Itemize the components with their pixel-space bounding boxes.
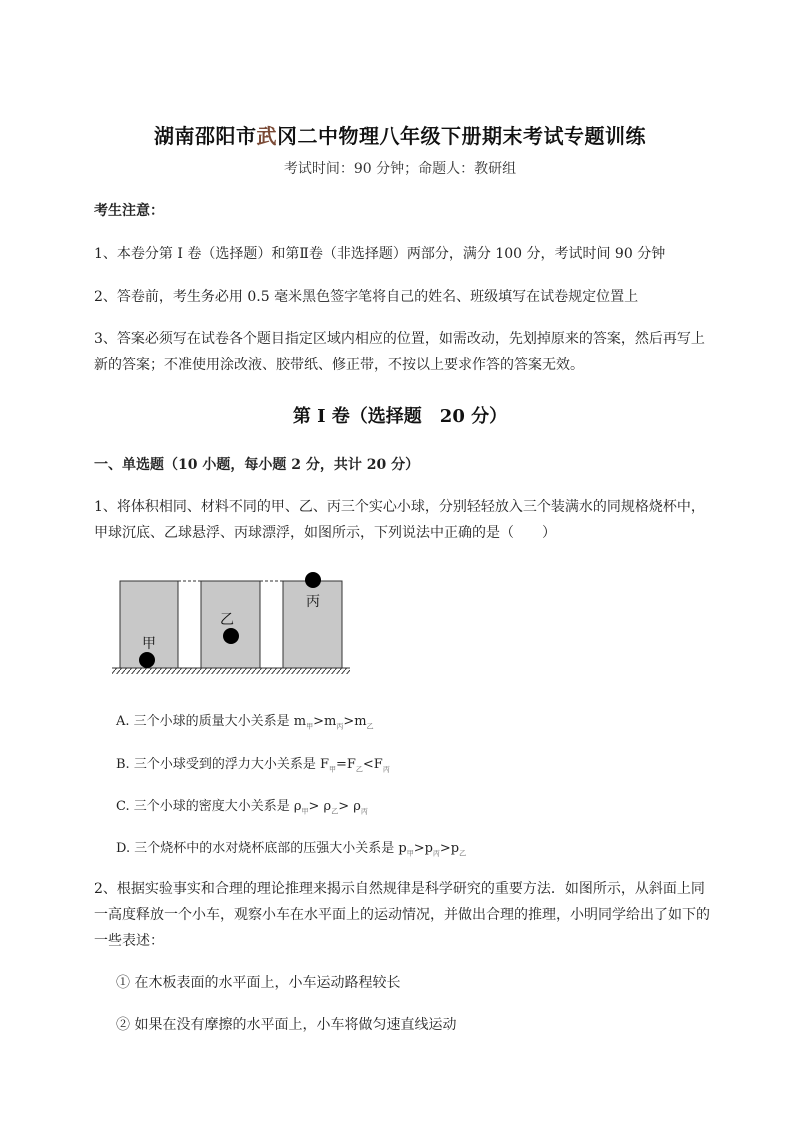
table-hatch bbox=[112, 668, 350, 674]
part-heading: 一、单选题（10 小题，每小题 2 分，共计 20 分） bbox=[94, 457, 420, 473]
notice-item-1: 1、本卷分第 I 卷（选择题）和第Ⅱ卷（非选择题）两部分，满分 100 分，考试时间 90 分钟 bbox=[94, 246, 666, 262]
option-b[interactable]: B. 三个小球受到的浮力大小关系是 $F_甲=F_乙<F_丙$ bbox=[116, 757, 390, 774]
option-c[interactable]: C. 三个小球的密度大小关系是 $\rho_甲> \rho_乙> \rho_丙$ bbox=[116, 799, 368, 816]
question-2-stem: 2、根据实验事实和合理的理论推理来揭示自然规律是科学研究的重要方法．如图所示，从斜面上同一高度释放一个小车，观察小车在水平面上的运动情况，并做出合理的推理，小明同学给出了如下的一些表述： bbox=[94, 881, 710, 949]
notice-heading: 考生注意： bbox=[94, 203, 164, 219]
page-title: 湖南邵阳市武冈二中物理八年级下册期末考试专题训练 bbox=[154, 124, 646, 148]
ball-bing bbox=[305, 572, 321, 588]
ball-yi bbox=[223, 628, 239, 644]
label-bing: 丙 bbox=[306, 594, 320, 610]
section-title: 第 I 卷（选择题 20 分） bbox=[292, 406, 508, 427]
statement-1: ① 在木板表面的水平面上，小车运动路程较长 bbox=[116, 975, 401, 991]
notice-item-2: 2、答卷前，考生务必用 0.5 毫米黑色签字笔将自己的姓名、班级填写在试卷规定位置上 bbox=[94, 289, 639, 305]
option-a[interactable]: A. 三个小球的质量大小关系是 $m_甲>m_丙>m_乙$ bbox=[116, 714, 374, 731]
question-1-stem: 1、将体积相同、材料不同的甲、乙、丙三个实心小球，分别轻轻放入三个装满水的同规格烧杯中，甲球沉底、乙球悬浮、丙球漂浮，如图所示，下列说法中正确的是（ ） bbox=[94, 499, 705, 541]
option-d[interactable]: D. 三个烧杯中的水对烧杯底部的压强大小关系是 $p_甲>p_丙>p_乙$ bbox=[116, 841, 467, 858]
notice-item-3: 3、答案必须写在试卷各个题目指定区域内相应的位置，如需改动，先划掉原来的答案，然后再写上新的答案；不准使用涂改液、胶带纸、修正带，不按以上要求作答的答案无效。 bbox=[94, 331, 705, 373]
exam-info: 考试时间：90 分钟；命题人：教研组 bbox=[283, 161, 517, 177]
label-yi: 乙 bbox=[220, 612, 234, 628]
label-jia: 甲 bbox=[142, 636, 156, 652]
ball-jia bbox=[139, 652, 155, 668]
statement-2: ② 如果在没有摩擦的水平面上，小车将做匀速直线运动 bbox=[116, 1017, 457, 1033]
beakers-figure bbox=[110, 568, 356, 678]
